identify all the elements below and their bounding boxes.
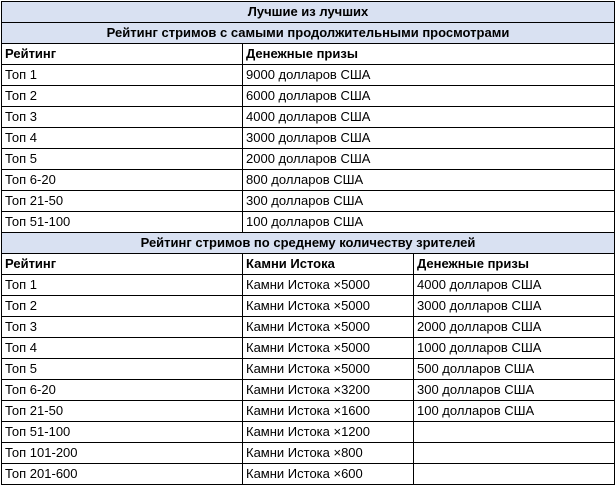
section2-row bbox=[2, 296, 615, 317]
section2-header-row bbox=[2, 254, 615, 275]
section2-stones-cell[interactable]: Камни Истока ×5000 bbox=[243, 296, 414, 317]
section1-row bbox=[2, 107, 615, 128]
section2-prize-cell[interactable]: 3000 долларов США bbox=[414, 296, 615, 317]
section1-row bbox=[2, 65, 615, 86]
section2-title-row bbox=[2, 233, 615, 254]
section2-prize-cell[interactable] bbox=[414, 443, 615, 464]
section2-stones-cell[interactable]: Камни Истока ×5000 bbox=[243, 338, 414, 359]
section1-prize-cell[interactable]: 3000 долларов США bbox=[243, 128, 615, 149]
section1-header-row bbox=[2, 44, 615, 65]
section2-rank-cell[interactable]: Топ 2 bbox=[2, 296, 243, 317]
section1-prize-cell[interactable]: 800 долларов США bbox=[243, 170, 615, 191]
section1-prize-cell[interactable]: 4000 долларов США bbox=[243, 107, 615, 128]
section1-rank-cell[interactable]: Топ 5 bbox=[2, 149, 243, 170]
section1-prize-cell[interactable]: 6000 долларов США bbox=[243, 86, 615, 107]
section1-rank-cell[interactable]: Топ 1 bbox=[2, 65, 243, 86]
section1-row bbox=[2, 212, 615, 233]
section2-header-prize[interactable]: Денежные призы bbox=[414, 254, 615, 275]
section2-prize-cell[interactable]: 1000 долларов США bbox=[414, 338, 615, 359]
section1-prize-cell[interactable]: 2000 долларов США bbox=[243, 149, 615, 170]
section2-row bbox=[2, 401, 615, 422]
section2-row bbox=[2, 317, 615, 338]
section1-rank-cell[interactable]: Топ 21-50 bbox=[2, 191, 243, 212]
section2-rank-cell[interactable]: Топ 1 bbox=[2, 275, 243, 296]
section2-stones-cell[interactable]: Камни Истока ×800 bbox=[243, 443, 414, 464]
section2-rank-cell[interactable]: Топ 5 bbox=[2, 359, 243, 380]
section1-row bbox=[2, 149, 615, 170]
section1-header-prize[interactable]: Денежные призы bbox=[243, 44, 615, 65]
section2-stones-cell[interactable]: Камни Истока ×1600 bbox=[243, 401, 414, 422]
section2-prize-cell[interactable]: 4000 долларов США bbox=[414, 275, 615, 296]
section1-rank-cell[interactable]: Топ 6-20 bbox=[2, 170, 243, 191]
section1-prize-cell[interactable]: 9000 долларов США bbox=[243, 65, 615, 86]
section2-prize-cell[interactable]: 500 долларов США bbox=[414, 359, 615, 380]
section2-stones-cell[interactable]: Камни Истока ×5000 bbox=[243, 317, 414, 338]
section2-prize-cell[interactable]: 2000 долларов США bbox=[414, 317, 615, 338]
section1-row bbox=[2, 191, 615, 212]
section1-rank-cell[interactable]: Топ 2 bbox=[2, 86, 243, 107]
section2-stones-cell[interactable]: Камни Истока ×600 bbox=[243, 464, 414, 485]
section2-rank-cell[interactable]: Топ 201-600 bbox=[2, 464, 243, 485]
section1-row bbox=[2, 86, 615, 107]
sheet-title[interactable]: Лучшие из лучших bbox=[2, 2, 615, 23]
section2-stones-cell[interactable]: Камни Истока ×5000 bbox=[243, 275, 414, 296]
section2-prize-cell[interactable]: 100 долларов США bbox=[414, 401, 615, 422]
section2-row bbox=[2, 380, 615, 401]
section1-prize-cell[interactable]: 300 долларов США bbox=[243, 191, 615, 212]
section1-row bbox=[2, 170, 615, 191]
section1-title-row bbox=[2, 23, 615, 44]
section2-prize-cell[interactable]: 300 долларов США bbox=[414, 380, 615, 401]
section2-row bbox=[2, 359, 615, 380]
section1-prize-cell[interactable]: 100 долларов США bbox=[243, 212, 615, 233]
section2-stones-cell[interactable]: Камни Истока ×1200 bbox=[243, 422, 414, 443]
section2-stones-cell[interactable]: Камни Истока ×5000 bbox=[243, 359, 414, 380]
section2-rank-cell[interactable]: Топ 51-100 bbox=[2, 422, 243, 443]
section2-row bbox=[2, 443, 615, 464]
title-row bbox=[2, 2, 615, 23]
section1-rank-cell[interactable]: Топ 4 bbox=[2, 128, 243, 149]
section2-rank-cell[interactable]: Топ 4 bbox=[2, 338, 243, 359]
section2-rank-cell[interactable]: Топ 101-200 bbox=[2, 443, 243, 464]
section2-row bbox=[2, 464, 615, 485]
section2-stones-cell[interactable]: Камни Истока ×3200 bbox=[243, 380, 414, 401]
section2-row bbox=[2, 422, 615, 443]
section2-header-rank[interactable]: Рейтинг bbox=[2, 254, 243, 275]
rewards-sheet bbox=[1, 1, 614, 485]
section2-header-stones[interactable]: Камни Истока bbox=[243, 254, 414, 275]
rewards-table bbox=[1, 1, 615, 485]
section2-rank-cell[interactable]: Топ 6-20 bbox=[2, 380, 243, 401]
section2-row bbox=[2, 275, 615, 296]
section2-rank-cell[interactable]: Топ 21-50 bbox=[2, 401, 243, 422]
rewards-table-body bbox=[2, 2, 615, 485]
section2-prize-cell[interactable] bbox=[414, 464, 615, 485]
section1-rank-cell[interactable]: Топ 51-100 bbox=[2, 212, 243, 233]
section2-prize-cell[interactable] bbox=[414, 422, 615, 443]
section1-header-rank[interactable]: Рейтинг bbox=[2, 44, 243, 65]
section2-rank-cell[interactable]: Топ 3 bbox=[2, 317, 243, 338]
section1-row bbox=[2, 128, 615, 149]
section2-row bbox=[2, 338, 615, 359]
section1-rank-cell[interactable]: Топ 3 bbox=[2, 107, 243, 128]
section1-title[interactable]: Рейтинг стримов с самыми продолжительными просмотрами bbox=[2, 23, 615, 44]
section2-title[interactable]: Рейтинг стримов по среднему количеству зрителей bbox=[2, 233, 615, 254]
